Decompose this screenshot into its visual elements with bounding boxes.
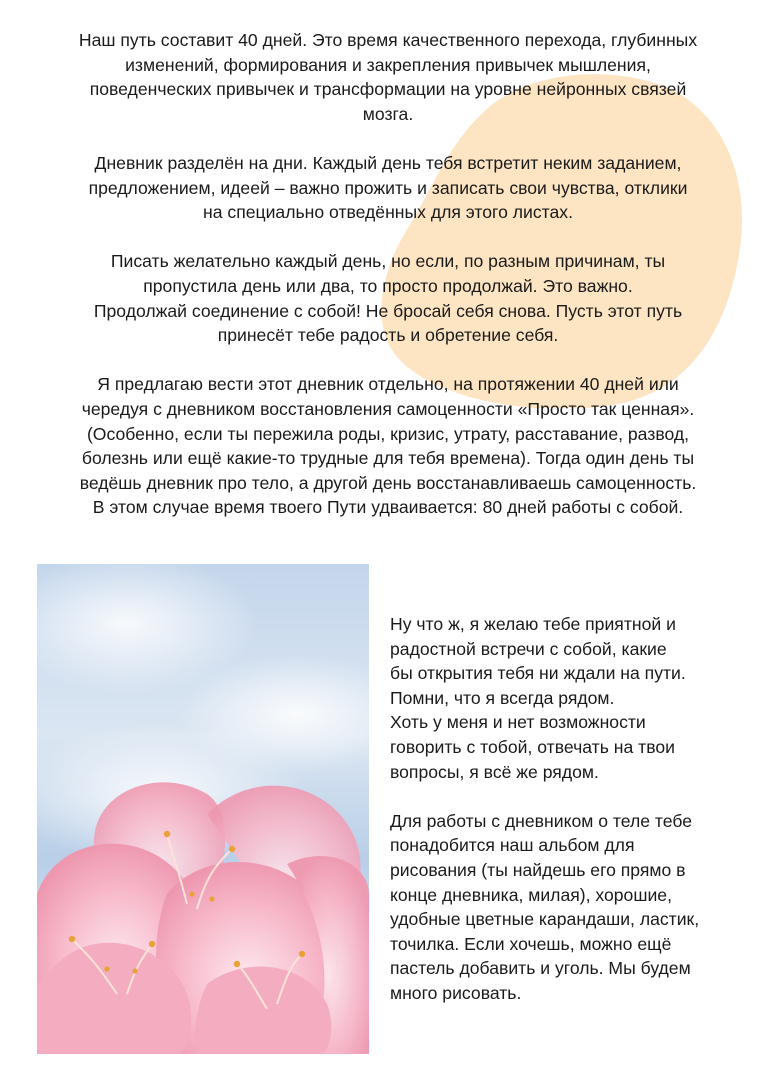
pink-flower-photo [37, 564, 369, 1054]
text-line: ведёшь дневник про тело, а другой день восстанавливаешь самоценность. [79, 472, 697, 493]
text-line: изменений, формирования и закрепления привычек мышления, [125, 54, 651, 75]
text-line: Хоть у меня и нет возможности [390, 712, 646, 733]
side-paragraph-2 [390, 809, 750, 1006]
text-line: Продолжай соединение с собой! Не бросай себя снова. Пусть этот путь [93, 300, 683, 321]
text-line: конце дневника, милая), хорошие, [390, 884, 672, 905]
text-line: удобные цветные карандаши, ластик, [390, 909, 700, 930]
intro-paragraph-3 [30, 249, 746, 347]
text-line: Для работы с дневником о теле тебе [390, 810, 693, 831]
text-line: чередуя с дневником восстановления самоценности «Просто так ценная». [81, 398, 695, 419]
text-line: говорить с тобой, отвечать на твои [390, 736, 675, 757]
text-line: поведенческих привычек и трансформации на уровне нейронных связей [89, 79, 687, 100]
text-line: на специально отведённых для этого листах. [203, 202, 573, 223]
text-line: Наш путь составит 40 дней. Это время качественного перехода, глубинных [78, 30, 698, 50]
intro-paragraph-2 [30, 151, 746, 225]
text-line: пастель добавить и уголь. Мы будем [390, 958, 691, 979]
text-line: принесёт тебе радость и обретение себя. [217, 325, 559, 346]
text-line: Писать желательно каждый день, но если, по разным причинам, ты [110, 251, 666, 272]
text-line: пропустила день или два, то просто продолжай. Это важно. [143, 275, 633, 296]
text-line: рисования (ты найдешь его прямо в [390, 859, 686, 880]
intro-text [30, 28, 746, 520]
text-line: бы открытия тебя ни ждали на пути. [390, 663, 686, 684]
text-line: Я предлагаю вести этот дневник отдельно, на протяжении 40 дней или [97, 374, 679, 395]
text-line: Ну что ж, я желаю тебе приятной и [390, 614, 676, 634]
text-line: радостной встречи с собой, какие [390, 638, 667, 659]
text-line: мозга. [362, 103, 414, 124]
text-line: болезнь или ещё какие-то трудные для тебя времена). Тогда один день ты [81, 448, 695, 469]
text-line: вопросы, я всё же рядом. [390, 761, 599, 782]
text-line: много рисовать. [390, 982, 522, 1003]
intro-paragraph-4 [30, 372, 746, 520]
text-line: В этом случае время твоего Пути удваивается: 80 дней работы с собой. [92, 497, 684, 518]
side-paragraph-1 [390, 612, 750, 784]
flower-illustration [37, 564, 369, 1054]
text-line: Помни, что я всегда рядом. [390, 687, 615, 708]
text-line: Дневник разделён на дни. Каждый день тебя встретит неким заданием, [94, 152, 682, 173]
text-line: предложением, идеей – важно прожить и записать свои чувства, отклики [88, 177, 688, 198]
text-line: понадобится наш альбом для [390, 835, 635, 856]
side-text [390, 612, 750, 1006]
text-line: (Особенно, если ты пережила роды, кризис, утрату, расставание, развод, [86, 423, 690, 444]
text-line: точилка. Если хочешь, можно ещё [390, 933, 672, 954]
intro-paragraph-1 [30, 28, 746, 126]
